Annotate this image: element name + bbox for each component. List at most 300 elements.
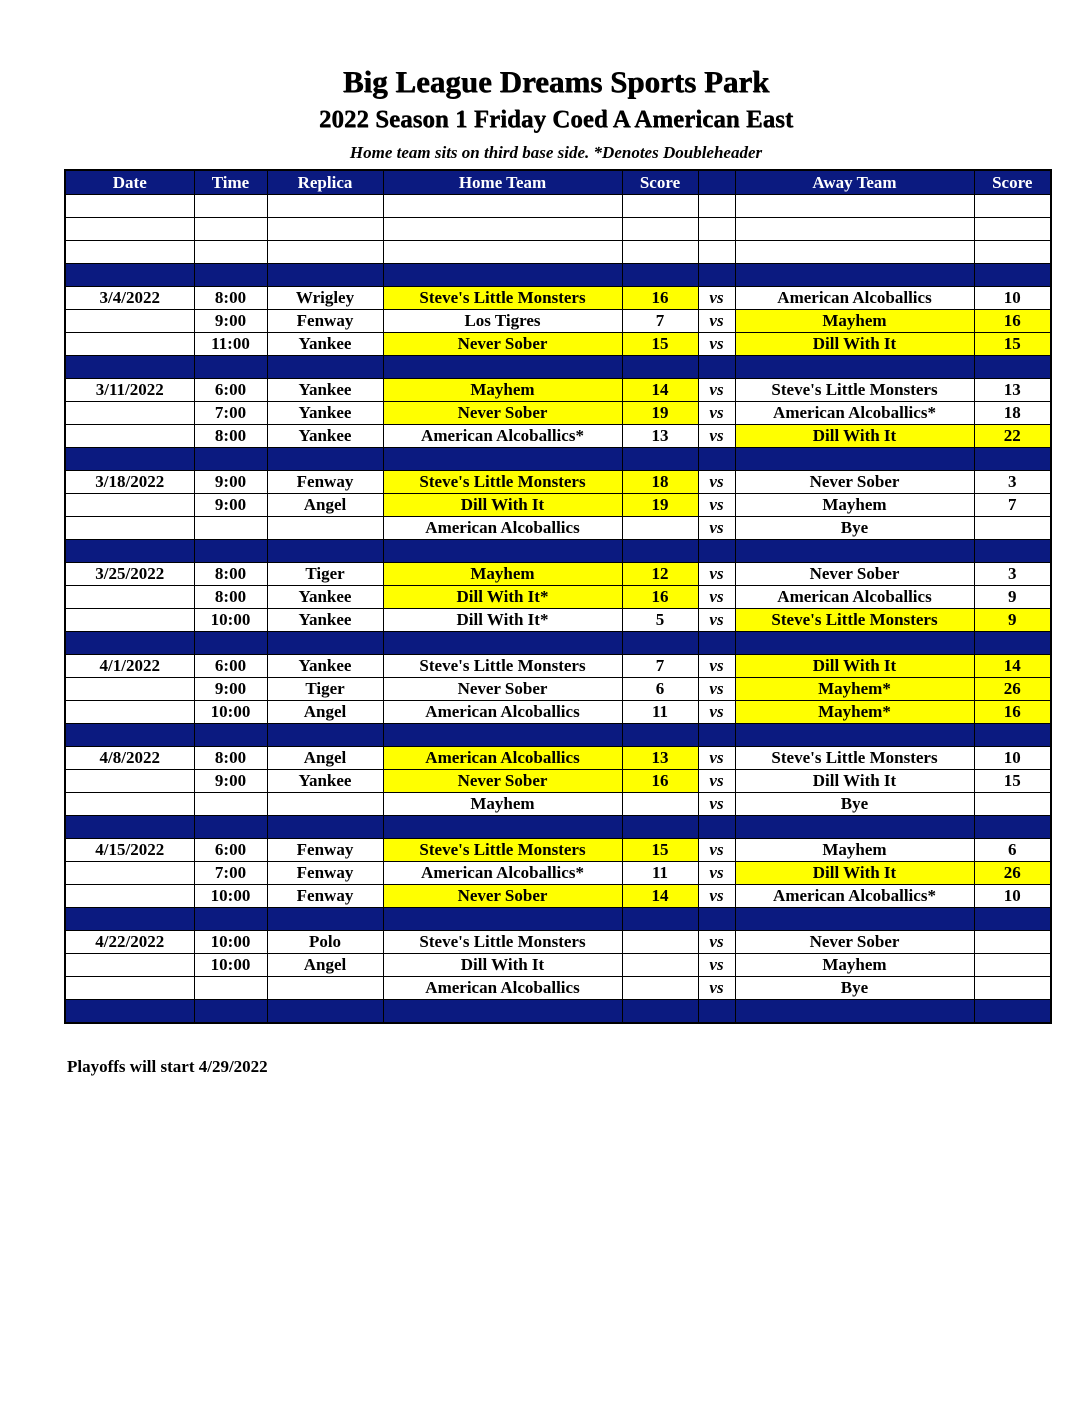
home-score-cell <box>622 632 698 655</box>
home-team-cell: American Alcoballics <box>383 517 622 540</box>
vs-cell: vs <box>698 977 735 1000</box>
replica-cell <box>267 448 383 471</box>
date-cell <box>65 448 194 471</box>
vs-cell: vs <box>698 931 735 954</box>
away-team-cell: Dill With It <box>735 655 974 678</box>
page-subtitle: 2022 Season 1 Friday Coed A American East <box>318 106 794 133</box>
away-score-cell: 13 <box>974 379 1051 402</box>
game-row <box>65 678 1051 701</box>
replica-cell <box>267 977 383 1000</box>
away-score-cell <box>974 356 1051 379</box>
home-score-cell: 14 <box>622 885 698 908</box>
replica-cell: Fenway <box>267 885 383 908</box>
replica-cell <box>267 264 383 287</box>
time-cell: 8:00 <box>194 586 267 609</box>
date-cell <box>65 678 194 701</box>
away-team-cell: Steve's Little Monsters <box>735 747 974 770</box>
home-team-cell <box>383 816 622 839</box>
game-row <box>65 931 1051 954</box>
separator-row <box>65 816 1051 839</box>
away-team-cell <box>735 195 974 218</box>
vs-cell: vs <box>698 609 735 632</box>
separator-row <box>65 356 1051 379</box>
time-cell <box>194 356 267 379</box>
home-team-cell: Steve's Little Monsters <box>383 839 622 862</box>
away-team-cell <box>735 540 974 563</box>
separator-row <box>65 724 1051 747</box>
home-team-cell: Never Sober <box>383 402 622 425</box>
away-team-cell: Dill With It <box>735 425 974 448</box>
replica-cell: Yankee <box>267 770 383 793</box>
date-cell <box>65 333 194 356</box>
time-cell: 10:00 <box>194 701 267 724</box>
away-team-cell: Bye <box>735 977 974 1000</box>
home-team-cell: Steve's Little Monsters <box>383 931 622 954</box>
vs-cell <box>698 264 735 287</box>
away-team-cell: American Alcoballics <box>735 287 974 310</box>
time-cell <box>194 448 267 471</box>
home-team-cell: Mayhem <box>383 563 622 586</box>
away-team-cell <box>735 632 974 655</box>
vs-cell: vs <box>698 885 735 908</box>
date-cell: 3/4/2022 <box>65 287 194 310</box>
replica-cell: Fenway <box>267 471 383 494</box>
date-cell <box>65 402 194 425</box>
time-cell: 7:00 <box>194 402 267 425</box>
home-score-cell <box>622 218 698 241</box>
vs-cell <box>698 218 735 241</box>
game-row <box>65 885 1051 908</box>
time-cell <box>194 241 267 264</box>
date-cell <box>65 977 194 1000</box>
home-score-cell <box>622 540 698 563</box>
date-cell <box>65 954 194 977</box>
date-cell <box>65 1000 194 1024</box>
game-row <box>65 402 1051 425</box>
home-team-cell: Dill With It <box>383 494 622 517</box>
home-score-cell <box>622 816 698 839</box>
replica-cell <box>267 356 383 379</box>
vs-cell: vs <box>698 586 735 609</box>
vs-cell: vs <box>698 310 735 333</box>
vs-cell: vs <box>698 287 735 310</box>
time-cell <box>194 724 267 747</box>
away-team-cell: Mayhem* <box>735 678 974 701</box>
schedule-note: Home team sits on third base side. *Denotes Doubleheader <box>349 143 763 162</box>
vs-cell <box>698 448 735 471</box>
home-team-cell: American Alcoballics* <box>383 425 622 448</box>
away-score-cell <box>974 793 1051 816</box>
away-score-cell: 7 <box>974 494 1051 517</box>
away-score-cell <box>974 540 1051 563</box>
away-team-cell <box>735 816 974 839</box>
away-score-cell: 26 <box>974 862 1051 885</box>
away-team-cell <box>735 908 974 931</box>
game-row <box>65 655 1051 678</box>
replica-cell <box>267 241 383 264</box>
home-team-cell: American Alcoballics <box>383 977 622 1000</box>
schedule-body <box>65 195 1051 1024</box>
game-row <box>65 770 1051 793</box>
home-score-cell: 16 <box>622 586 698 609</box>
home-score-cell: 19 <box>622 402 698 425</box>
replica-cell: Fenway <box>267 839 383 862</box>
game-row <box>65 701 1051 724</box>
replica-cell: Yankee <box>267 425 383 448</box>
blank-row <box>65 218 1051 241</box>
home-team-cell: American Alcoballics <box>383 747 622 770</box>
date-cell <box>65 218 194 241</box>
vs-cell: vs <box>698 494 735 517</box>
vs-cell <box>698 724 735 747</box>
vs-cell: vs <box>698 471 735 494</box>
replica-cell <box>267 1000 383 1024</box>
date-cell: 4/8/2022 <box>65 747 194 770</box>
time-cell: 6:00 <box>194 839 267 862</box>
date-cell <box>65 241 194 264</box>
date-cell <box>65 517 194 540</box>
home-team-cell: Never Sober <box>383 885 622 908</box>
date-cell <box>65 770 194 793</box>
away-score-cell <box>974 954 1051 977</box>
home-score-cell <box>622 908 698 931</box>
separator-row <box>65 540 1051 563</box>
vs-cell <box>698 195 735 218</box>
away-team-cell <box>735 448 974 471</box>
col-away-team-header: Away Team <box>735 170 974 195</box>
home-score-cell: 12 <box>622 563 698 586</box>
home-team-cell: American Alcoballics* <box>383 862 622 885</box>
date-cell <box>65 494 194 517</box>
game-row <box>65 609 1051 632</box>
away-team-cell: Mayhem <box>735 310 974 333</box>
game-row <box>65 747 1051 770</box>
schedule-table <box>64 169 1052 1024</box>
home-score-cell <box>622 517 698 540</box>
time-cell: 7:00 <box>194 862 267 885</box>
home-score-cell <box>622 724 698 747</box>
home-team-cell <box>383 908 622 931</box>
home-team-cell <box>383 632 622 655</box>
home-score-cell <box>622 793 698 816</box>
replica-cell <box>267 793 383 816</box>
replica-cell <box>267 517 383 540</box>
date-cell <box>65 356 194 379</box>
home-team-cell: Dill With It <box>383 954 622 977</box>
replica-cell: Tiger <box>267 563 383 586</box>
page-title: Big League Dreams Sports Park <box>342 64 770 99</box>
game-row <box>65 425 1051 448</box>
away-team-cell: Dill With It <box>735 862 974 885</box>
home-team-cell <box>383 195 622 218</box>
away-score-cell <box>974 195 1051 218</box>
home-team-cell: Steve's Little Monsters <box>383 655 622 678</box>
vs-cell: vs <box>698 793 735 816</box>
table-header-row <box>65 170 1051 195</box>
home-score-cell <box>622 195 698 218</box>
date-cell: 3/25/2022 <box>65 563 194 586</box>
home-team-cell: Dill With It* <box>383 586 622 609</box>
replica-cell: Yankee <box>267 402 383 425</box>
away-score-cell: 9 <box>974 609 1051 632</box>
date-cell <box>65 310 194 333</box>
vs-cell <box>698 908 735 931</box>
vs-cell: vs <box>698 862 735 885</box>
time-cell <box>194 264 267 287</box>
away-score-cell: 3 <box>974 471 1051 494</box>
time-cell: 9:00 <box>194 494 267 517</box>
home-score-cell <box>622 356 698 379</box>
date-cell: 4/15/2022 <box>65 839 194 862</box>
time-cell <box>194 517 267 540</box>
home-score-cell: 6 <box>622 678 698 701</box>
date-cell <box>65 632 194 655</box>
home-team-cell <box>383 356 622 379</box>
away-score-cell: 15 <box>974 333 1051 356</box>
home-score-cell <box>622 1000 698 1024</box>
away-team-cell: Dill With It <box>735 333 974 356</box>
home-score-cell: 15 <box>622 839 698 862</box>
time-cell: 10:00 <box>194 954 267 977</box>
date-cell <box>65 195 194 218</box>
home-team-cell: Mayhem <box>383 793 622 816</box>
away-score-cell: 14 <box>974 655 1051 678</box>
separator-row <box>65 264 1051 287</box>
away-score-cell <box>974 1000 1051 1024</box>
away-team-cell <box>735 218 974 241</box>
vs-cell: vs <box>698 402 735 425</box>
away-score-cell: 16 <box>974 701 1051 724</box>
away-score-cell: 10 <box>974 287 1051 310</box>
blank-row <box>65 195 1051 218</box>
home-score-cell: 7 <box>622 655 698 678</box>
game-row <box>65 954 1051 977</box>
game-row <box>65 563 1051 586</box>
home-score-cell: 14 <box>622 379 698 402</box>
away-team-cell <box>735 1000 974 1024</box>
game-row <box>65 517 1051 540</box>
home-team-cell <box>383 448 622 471</box>
time-cell: 9:00 <box>194 310 267 333</box>
away-score-cell <box>974 517 1051 540</box>
away-score-cell <box>974 816 1051 839</box>
away-score-cell <box>974 908 1051 931</box>
game-row <box>65 862 1051 885</box>
col-time-header: Time <box>194 170 267 195</box>
col-away-score-header: Score <box>974 170 1051 195</box>
away-team-cell: Never Sober <box>735 563 974 586</box>
replica-cell: Fenway <box>267 310 383 333</box>
time-cell <box>194 977 267 1000</box>
home-score-cell: 7 <box>622 310 698 333</box>
away-score-cell <box>974 241 1051 264</box>
date-cell <box>65 609 194 632</box>
home-team-cell: Dill With It* <box>383 609 622 632</box>
away-score-cell: 15 <box>974 770 1051 793</box>
time-cell: 11:00 <box>194 333 267 356</box>
replica-cell <box>267 218 383 241</box>
date-cell <box>65 885 194 908</box>
home-team-cell <box>383 241 622 264</box>
away-score-cell <box>974 448 1051 471</box>
time-cell <box>194 218 267 241</box>
home-score-cell <box>622 241 698 264</box>
game-row <box>65 839 1051 862</box>
vs-cell <box>698 540 735 563</box>
replica-cell <box>267 908 383 931</box>
game-row <box>65 471 1051 494</box>
replica-cell: Yankee <box>267 655 383 678</box>
away-score-cell: 10 <box>974 747 1051 770</box>
away-score-cell <box>974 931 1051 954</box>
col-home-score-header: Score <box>622 170 698 195</box>
away-team-cell: Mayhem* <box>735 701 974 724</box>
replica-cell: Angel <box>267 494 383 517</box>
away-team-cell <box>735 724 974 747</box>
home-score-cell: 13 <box>622 425 698 448</box>
date-cell <box>65 264 194 287</box>
game-row <box>65 379 1051 402</box>
home-team-cell: American Alcoballics <box>383 701 622 724</box>
away-score-cell <box>974 218 1051 241</box>
vs-cell <box>698 241 735 264</box>
away-score-cell: 16 <box>974 310 1051 333</box>
game-row <box>65 793 1051 816</box>
vs-cell <box>698 1000 735 1024</box>
away-team-cell: American Alcoballics <box>735 586 974 609</box>
date-cell <box>65 586 194 609</box>
away-team-cell: Mayhem <box>735 494 974 517</box>
replica-cell: Yankee <box>267 333 383 356</box>
replica-cell <box>267 816 383 839</box>
home-team-cell: Never Sober <box>383 678 622 701</box>
vs-cell: vs <box>698 655 735 678</box>
away-score-cell: 3 <box>974 563 1051 586</box>
vs-cell: vs <box>698 701 735 724</box>
home-team-cell: Never Sober <box>383 333 622 356</box>
vs-cell <box>698 816 735 839</box>
home-score-cell: 11 <box>622 862 698 885</box>
date-cell <box>65 793 194 816</box>
time-cell <box>194 632 267 655</box>
time-cell: 10:00 <box>194 609 267 632</box>
away-score-cell <box>974 724 1051 747</box>
away-team-cell: American Alcoballics* <box>735 885 974 908</box>
away-team-cell <box>735 241 974 264</box>
home-score-cell: 18 <box>622 471 698 494</box>
away-team-cell: Bye <box>735 517 974 540</box>
game-row <box>65 287 1051 310</box>
time-cell <box>194 195 267 218</box>
separator-row <box>65 448 1051 471</box>
game-row <box>65 310 1051 333</box>
separator-row <box>65 908 1051 931</box>
time-cell: 8:00 <box>194 747 267 770</box>
game-row <box>65 586 1051 609</box>
home-score-cell: 5 <box>622 609 698 632</box>
away-score-cell: 10 <box>974 885 1051 908</box>
time-cell <box>194 793 267 816</box>
vs-cell: vs <box>698 425 735 448</box>
time-cell <box>194 816 267 839</box>
date-cell <box>65 425 194 448</box>
time-cell: 9:00 <box>194 471 267 494</box>
date-cell: 4/22/2022 <box>65 931 194 954</box>
blank-row <box>65 241 1051 264</box>
time-cell: 6:00 <box>194 379 267 402</box>
time-cell: 9:00 <box>194 770 267 793</box>
home-score-cell <box>622 448 698 471</box>
col-vs-header <box>698 170 735 195</box>
home-score-cell <box>622 954 698 977</box>
away-team-cell: Never Sober <box>735 931 974 954</box>
time-cell: 8:00 <box>194 287 267 310</box>
away-team-cell: American Alcoballics* <box>735 402 974 425</box>
home-team-cell: Steve's Little Monsters <box>383 287 622 310</box>
home-team-cell: Los Tigres <box>383 310 622 333</box>
date-cell <box>65 908 194 931</box>
replica-cell: Fenway <box>267 862 383 885</box>
replica-cell: Polo <box>267 931 383 954</box>
col-date-header: Date <box>65 170 194 195</box>
away-team-cell: Steve's Little Monsters <box>735 609 974 632</box>
replica-cell <box>267 540 383 563</box>
date-cell <box>65 540 194 563</box>
replica-cell: Angel <box>267 954 383 977</box>
replica-cell <box>267 724 383 747</box>
date-cell <box>65 816 194 839</box>
away-score-cell <box>974 632 1051 655</box>
replica-cell: Angel <box>267 701 383 724</box>
home-team-cell: Never Sober <box>383 770 622 793</box>
home-score-cell: 11 <box>622 701 698 724</box>
time-cell: 6:00 <box>194 655 267 678</box>
time-cell: 9:00 <box>194 678 267 701</box>
away-team-cell <box>735 356 974 379</box>
away-score-cell: 22 <box>974 425 1051 448</box>
home-score-cell <box>622 264 698 287</box>
away-team-cell: Bye <box>735 793 974 816</box>
away-score-cell <box>974 264 1051 287</box>
replica-cell <box>267 632 383 655</box>
home-score-cell: 15 <box>622 333 698 356</box>
time-cell <box>194 1000 267 1024</box>
vs-cell: vs <box>698 333 735 356</box>
game-row <box>65 333 1051 356</box>
date-cell <box>65 724 194 747</box>
time-cell: 8:00 <box>194 563 267 586</box>
replica-cell: Angel <box>267 747 383 770</box>
separator-row <box>65 1000 1051 1024</box>
vs-cell <box>698 356 735 379</box>
away-team-cell <box>735 264 974 287</box>
home-score-cell: 16 <box>622 287 698 310</box>
away-team-cell: Steve's Little Monsters <box>735 379 974 402</box>
date-cell <box>65 862 194 885</box>
replica-cell: Yankee <box>267 609 383 632</box>
home-score-cell: 13 <box>622 747 698 770</box>
replica-cell <box>267 195 383 218</box>
time-cell: 10:00 <box>194 885 267 908</box>
away-team-cell: Mayhem <box>735 954 974 977</box>
home-score-cell <box>622 931 698 954</box>
home-score-cell: 16 <box>622 770 698 793</box>
date-cell: 3/18/2022 <box>65 471 194 494</box>
away-team-cell: Mayhem <box>735 839 974 862</box>
home-team-cell: Mayhem <box>383 379 622 402</box>
time-cell <box>194 908 267 931</box>
away-team-cell: Never Sober <box>735 471 974 494</box>
